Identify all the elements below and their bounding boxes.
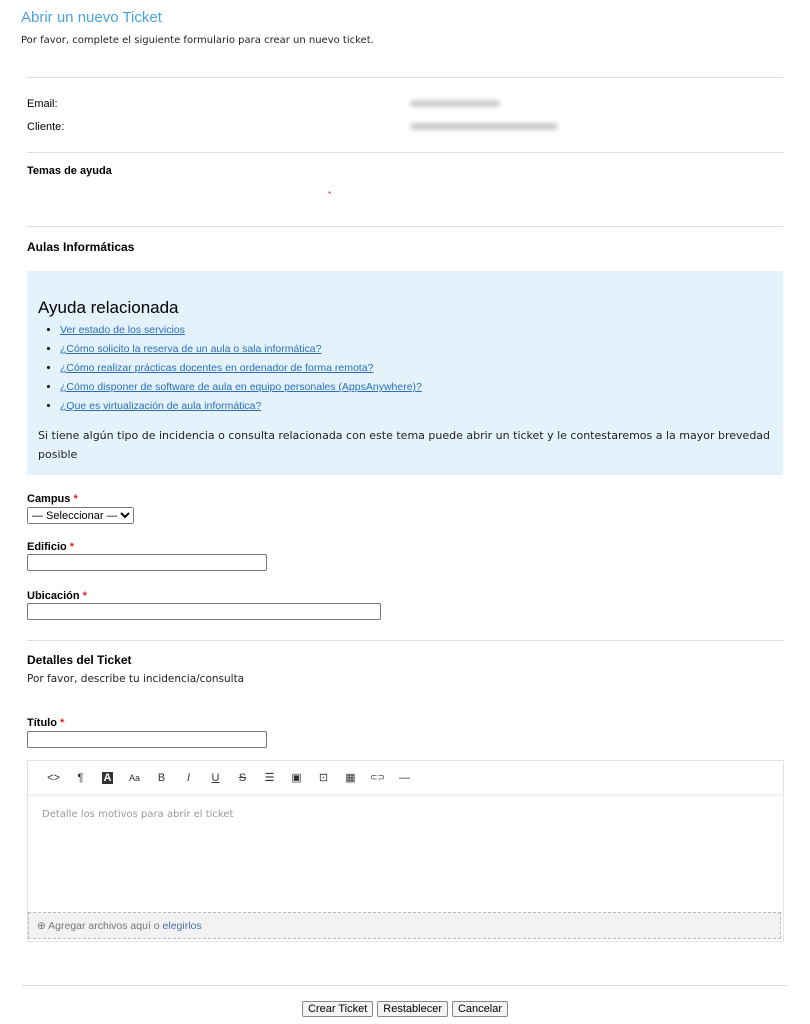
- code-view-icon[interactable]: <>: [47, 771, 60, 784]
- list-item: [60, 321, 422, 340]
- text-color-glyph: A: [103, 771, 112, 784]
- required-mark: *: [69, 541, 75, 553]
- titulo-input[interactable]: [27, 731, 267, 748]
- editor-placeholder[interactable]: Detalle los motivos para abrir el ticket: [42, 809, 234, 820]
- reset-button[interactable]: Restablecer: [377, 1001, 448, 1017]
- italic-icon[interactable]: I: [186, 771, 191, 784]
- label-text: Campus: [27, 493, 71, 505]
- image-icon[interactable]: ▣: [291, 772, 302, 784]
- list-item: [60, 378, 422, 397]
- related-help-title: Ayuda relacionada: [38, 298, 179, 317]
- related-help-list: [38, 321, 422, 416]
- dropzone-text: ⊕ Agregar archivos aquí o: [37, 920, 163, 932]
- required-mark: *: [82, 590, 87, 602]
- font-size-icon[interactable]: Aa: [128, 772, 140, 783]
- label-text: Edificio: [27, 541, 67, 553]
- choose-files-link[interactable]: elegirlos: [162, 920, 202, 932]
- label-text: Ubicación: [27, 590, 80, 602]
- editor-toolbar: [28, 761, 783, 794]
- ubicacion-label: [27, 590, 87, 602]
- campus-label: [27, 493, 78, 505]
- client-label: Cliente:: [27, 121, 65, 133]
- text-color-icon[interactable]: [94, 772, 121, 784]
- horizontal-rule-icon[interactable]: —: [399, 771, 410, 784]
- divider: [27, 226, 783, 227]
- label-text: Título: [27, 717, 57, 729]
- bold-icon[interactable]: B: [157, 771, 166, 784]
- email-value-redacted: [410, 100, 500, 107]
- paragraph-icon[interactable]: ¶: [77, 771, 84, 784]
- strikethrough-icon[interactable]: S: [238, 771, 247, 784]
- required-mark: *: [60, 717, 65, 729]
- related-help-panel: [27, 271, 783, 475]
- edificio-input[interactable]: [27, 554, 267, 571]
- required-mark: *: [328, 190, 332, 199]
- form-actions: [0, 1001, 810, 1017]
- divider: [27, 152, 783, 153]
- list-icon[interactable]: ☰: [264, 772, 275, 784]
- video-icon[interactable]: ⊡: [318, 772, 329, 784]
- cancel-button[interactable]: Cancelar: [452, 1001, 508, 1017]
- help-link[interactable]: ¿Cómo disponer de software de aula en equipo personales (AppsAnywhere)?: [60, 381, 422, 393]
- list-item: [60, 340, 422, 359]
- list-item: [60, 397, 422, 416]
- client-value-redacted: [410, 123, 558, 130]
- divider: [22, 985, 788, 986]
- help-link[interactable]: Ver estado de los servicios: [60, 324, 185, 336]
- divider: [27, 640, 783, 641]
- help-link[interactable]: ¿Cómo realizar prácticas docentes en ordenador de forma remota?: [60, 362, 374, 374]
- page-title: Abrir un nuevo Ticket: [21, 9, 162, 26]
- help-topics-label: Temas de ayuda: [27, 165, 112, 177]
- ubicacion-input[interactable]: [27, 603, 381, 620]
- link-icon[interactable]: ⊂⊃: [369, 772, 386, 782]
- file-dropzone[interactable]: [28, 912, 781, 939]
- details-subtitle: Por favor, describe tu incidencia/consulta: [27, 673, 245, 685]
- create-ticket-button[interactable]: Crear Ticket: [302, 1001, 373, 1017]
- rich-text-editor: [27, 760, 784, 942]
- selected-topic: Aulas Informáticas: [27, 240, 135, 254]
- details-title: Detalles del Ticket: [27, 653, 132, 667]
- campus-select[interactable]: [27, 507, 134, 524]
- edificio-label: [27, 541, 74, 553]
- titulo-label: [27, 717, 64, 729]
- table-icon[interactable]: ▦: [345, 772, 356, 784]
- help-link[interactable]: ¿Que es virtualización de aula informática?: [60, 400, 262, 412]
- related-help-note: Si tiene algún tipo de incidencia o consulta relacionada con este tema puede abrir un ticket y le contestaremos a la mayor brevedad posible: [38, 429, 771, 461]
- email-label: Email:: [27, 98, 58, 110]
- page-subtitle: Por favor, complete el siguiente formulario para crear un nuevo ticket.: [21, 35, 374, 46]
- divider: [27, 77, 783, 78]
- help-link[interactable]: ¿Cómo solicito la reserva de un aula o sala informática?: [60, 343, 322, 355]
- list-item: [60, 359, 422, 378]
- required-mark: *: [73, 493, 78, 505]
- underline-icon[interactable]: U: [211, 771, 220, 784]
